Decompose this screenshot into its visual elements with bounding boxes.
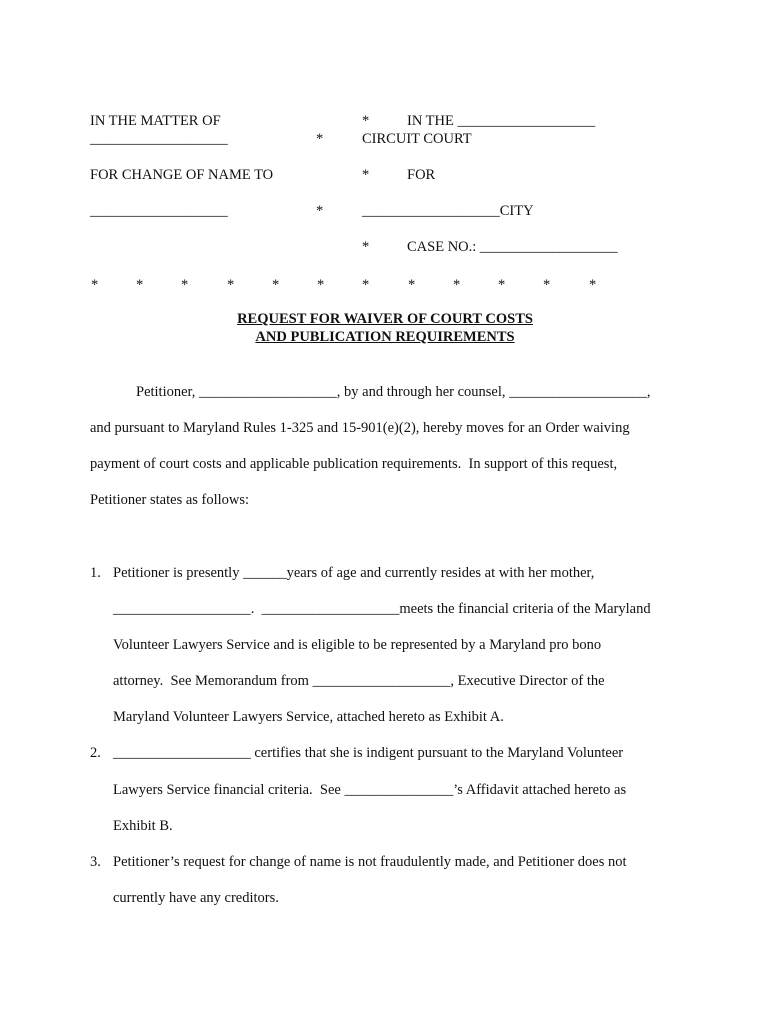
item-line: Volunteer Lawyers Service and is eligible to be represented by a Maryland pro bono <box>113 637 602 653</box>
case-number-line: CASE NO.: ___________________ <box>407 239 618 255</box>
caption-star: * <box>362 113 370 129</box>
caption-star: * <box>362 167 370 183</box>
item-line: Petitioner is presently ______years of age and currently resides at with her mother, <box>113 565 595 581</box>
item-number: 3. <box>90 854 101 870</box>
item-line: attorney. See Memorandum from ___________________, Executive Director of the <box>113 673 605 689</box>
intro-line: Petitioner states as follows: <box>90 492 250 508</box>
document-title-line-2: AND PUBLICATION REQUIREMENTS <box>255 329 515 345</box>
item-line: Lawyers Service financial criteria. See _______________’s Affidavit attached hereto as <box>113 782 627 798</box>
circuit-court-label: CIRCUIT COURT <box>362 131 472 147</box>
item-line: ___________________. ___________________meets the financial criteria of the Maryland <box>113 601 651 617</box>
separator-star: * <box>317 277 325 293</box>
caption-star: * <box>316 203 324 219</box>
separator-star: * <box>362 277 370 293</box>
separator-star: * <box>543 277 551 293</box>
separator-star: * <box>498 277 506 293</box>
item-line: Petitioner’s request for change of name is not fraudulently made, and Petitioner does not <box>113 854 627 870</box>
city-line: ___________________CITY <box>362 203 534 219</box>
name-blank-current: ___________________ <box>90 131 228 147</box>
item-line: Maryland Volunteer Lawyers Service, attached hereto as Exhibit A. <box>113 709 504 725</box>
separator-star: * <box>181 277 189 293</box>
intro-line: payment of court costs and applicable publication requirements. In support of this request, <box>90 456 618 472</box>
intro-line: Petitioner, ___________________, by and through her counsel, ___________________, <box>136 384 651 400</box>
item-line: currently have any creditors. <box>113 890 279 906</box>
caption-star: * <box>362 239 370 255</box>
court-name-line: IN THE ___________________ <box>407 113 596 129</box>
for-label: FOR <box>407 167 436 183</box>
item-number: 1. <box>90 565 101 581</box>
caption-star: * <box>316 131 324 147</box>
separator-star: * <box>227 277 235 293</box>
change-of-name-label: FOR CHANGE OF NAME TO <box>90 167 274 183</box>
separator-star: * <box>136 277 144 293</box>
item-number: 2. <box>90 745 101 761</box>
item-line: Exhibit B. <box>113 818 173 834</box>
separator-star: * <box>589 277 597 293</box>
intro-line: and pursuant to Maryland Rules 1-325 and 15-901(e)(2), hereby moves for an Order waiving <box>90 420 630 436</box>
separator-star: * <box>91 277 99 293</box>
separator-star: * <box>272 277 280 293</box>
item-line: ___________________ certifies that she is indigent pursuant to the Maryland Volunteer <box>113 745 624 761</box>
document-title-line-1: REQUEST FOR WAIVER OF COURT COSTS <box>237 311 533 327</box>
name-blank-new: ___________________ <box>90 203 228 219</box>
separator-star: * <box>453 277 461 293</box>
matter-label: IN THE MATTER OF <box>90 113 221 129</box>
separator-star: * <box>408 277 416 293</box>
